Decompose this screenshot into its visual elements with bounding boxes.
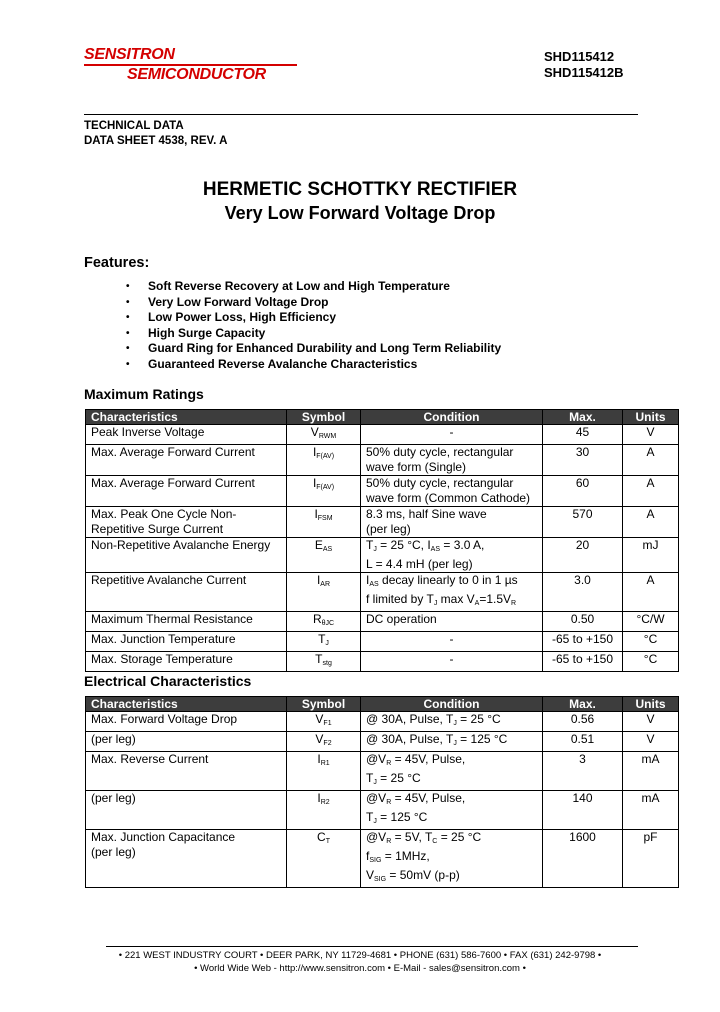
condition-cell xyxy=(361,712,543,732)
characteristic-text: Max. Junction Capacitance xyxy=(91,830,236,844)
feature-item xyxy=(126,341,501,357)
brand-name-line2: SEMICONDUCTOR xyxy=(127,66,266,83)
units-cell: A xyxy=(623,445,679,476)
condition-cell xyxy=(361,830,543,888)
condition-text: 50% duty cycle, rectangular xyxy=(366,445,514,459)
condition-text: $f_{SIG} = 1MHz$, xyxy=(366,849,430,864)
units-cell: A xyxy=(623,507,679,538)
condition-text: $V_{SIG} = 50mV$ (p-p) xyxy=(366,868,460,883)
units-cell: °C xyxy=(623,632,679,652)
characteristic-cell xyxy=(86,791,287,830)
condition-cell xyxy=(361,476,543,507)
footer-web: • World Wide Web - http://www.sensitron.com • E-Mail - sales@sensitron.com • xyxy=(194,963,526,974)
characteristic-text: Max. Forward Voltage Drop xyxy=(91,712,238,726)
condition-text: wave form (Common Cathode) xyxy=(366,491,531,505)
symbol-cell: $I_{R1}$ xyxy=(287,752,361,791)
units-cell: mA xyxy=(623,791,679,830)
table-row xyxy=(86,507,679,538)
features-list xyxy=(126,279,501,373)
symbol-cell: $I_{F(AV)}$ xyxy=(287,476,361,507)
condition-text: $T_J = 25$ °C xyxy=(366,771,421,786)
symbol-cell: $I_{FSM}$ xyxy=(287,507,361,538)
units-cell: °C/W xyxy=(623,612,679,632)
characteristic-cell xyxy=(86,476,287,507)
condition-text: $T_J = 125$ °C xyxy=(366,810,428,825)
condition-cell xyxy=(361,652,543,672)
symbol-cell: $T_{stg}$ xyxy=(287,652,361,672)
units-cell: A xyxy=(623,476,679,507)
symbol-cell: $V_{F2}$ xyxy=(287,732,361,752)
symbol-cell: $E_{AS}$ xyxy=(287,538,361,573)
column-header: Units xyxy=(623,410,679,425)
units-cell: V xyxy=(623,712,679,732)
table-row xyxy=(86,732,679,752)
units-cell: °C xyxy=(623,652,679,672)
condition-cell xyxy=(361,573,543,612)
characteristic-cell xyxy=(86,538,287,573)
column-header: Units xyxy=(623,697,679,712)
symbol-cell: $I_{F(AV)}$ xyxy=(287,445,361,476)
feature-text: Soft Reverse Recovery at Low and High Temperature xyxy=(148,279,450,293)
max-value-cell: 30 xyxy=(543,445,623,476)
characteristic-cell xyxy=(86,712,287,732)
condition-text: L = 4.4 mH (per leg) xyxy=(366,557,473,571)
characteristic-text: Max. Average Forward Current xyxy=(91,445,255,459)
feature-text: Very Low Forward Voltage Drop xyxy=(148,294,329,309)
column-header: Characteristics xyxy=(86,697,287,712)
characteristic-text: (per leg) xyxy=(91,732,136,746)
feature-item xyxy=(126,295,501,311)
characteristic-cell xyxy=(86,830,287,888)
symbol-cell: $I_{AR}$ xyxy=(287,573,361,612)
characteristic-cell xyxy=(86,632,287,652)
max-value-cell: 3 xyxy=(543,752,623,791)
characteristic-text: Max. Average Forward Current xyxy=(91,476,255,490)
feature-text: High Surge Capacity xyxy=(148,325,266,340)
symbol-cell: $V_{F1}$ xyxy=(287,712,361,732)
max-ratings-heading: Maximum Ratings xyxy=(84,386,204,402)
condition-text: $@V_R = 45V$, Pulse, xyxy=(366,752,466,767)
max-value-cell: 0.50 xyxy=(543,612,623,632)
condition-text: $I_{AS}$ decay linearly to 0 in 1 µs xyxy=(366,573,518,588)
max-value-cell: 1600 xyxy=(543,830,623,888)
part-number-2: SHD115412B xyxy=(544,65,624,80)
characteristic-cell xyxy=(86,425,287,445)
condition-cell xyxy=(361,445,543,476)
document-subtitle: Very Low Forward Voltage Drop xyxy=(224,203,496,223)
technical-data-label: TECHNICAL DATA xyxy=(84,120,184,132)
characteristic-cell xyxy=(86,507,287,538)
electrical-table xyxy=(85,696,679,888)
characteristic-text: Max. Reverse Current xyxy=(91,752,209,766)
table-row xyxy=(86,445,679,476)
features-heading: Features: xyxy=(84,255,150,271)
symbol-cell: $T_J$ xyxy=(287,632,361,652)
characteristic-text: Max. Storage Temperature xyxy=(91,652,233,666)
characteristic-cell xyxy=(86,652,287,672)
column-header: Max. xyxy=(543,697,623,712)
condition-cell xyxy=(361,791,543,830)
feature-text: Low Power Loss, High Efficiency xyxy=(148,310,337,325)
column-header: Condition xyxy=(361,697,543,712)
table-row xyxy=(86,752,679,791)
characteristic-cell xyxy=(86,445,287,476)
max-value-cell: 45 xyxy=(543,425,623,445)
column-header: Characteristics xyxy=(86,410,287,425)
condition-text: $T_J = 25$ °C, $I_{AS} = 3.0$ A, xyxy=(366,538,485,553)
characteristic-text: (per leg) xyxy=(91,791,136,805)
characteristic-text: Repetitive Surge Current xyxy=(91,522,224,536)
characteristic-text: Peak Inverse Voltage xyxy=(91,425,205,439)
symbol-cell: $I_{R2}$ xyxy=(287,791,361,830)
table-row xyxy=(86,830,679,888)
header-divider xyxy=(84,114,638,115)
units-cell: mJ xyxy=(623,538,679,573)
condition-text: 8.3 ms, half Sine wave xyxy=(366,507,487,521)
max-value-cell: 570 xyxy=(543,507,623,538)
units-cell: A xyxy=(623,573,679,612)
condition-text: (per leg) xyxy=(366,522,411,536)
table-row xyxy=(86,612,679,632)
characteristic-text: (per leg) xyxy=(91,845,136,859)
max-value-cell: -65 to +150 xyxy=(543,652,623,672)
table-row xyxy=(86,425,679,445)
max-value-cell: -65 to +150 xyxy=(543,632,623,652)
electrical-heading: Electrical Characteristics xyxy=(84,673,252,689)
footer-divider xyxy=(106,946,638,947)
feature-text: Guard Ring for Enhanced Durability and Long Term Reliability xyxy=(148,341,502,356)
footer-address: • 221 WEST INDUSTRY COURT • DEER PARK, NY 11729-4681 • PHONE (631) 586-7600 • FAX (631) 242-9798 • xyxy=(118,950,602,961)
table-row xyxy=(86,791,679,830)
max-ratings-table xyxy=(85,409,679,672)
max-value-cell: 140 xyxy=(543,791,623,830)
condition-cell xyxy=(361,752,543,791)
condition-text: $@V_R = 5V$, $T_C = 25$ °C xyxy=(366,830,482,845)
document-title: HERMETIC SCHOTTKY RECTIFIER xyxy=(202,179,518,200)
condition-cell xyxy=(361,425,543,445)
condition-text: $@V_R = 45V$, Pulse, xyxy=(366,791,466,806)
bullet-icon: • xyxy=(126,312,130,324)
bullet-icon: • xyxy=(126,327,130,339)
condition-text: - xyxy=(449,425,454,439)
max-value-cell: 20 xyxy=(543,538,623,573)
units-cell: mA xyxy=(623,752,679,791)
units-cell: V xyxy=(623,732,679,752)
condition-text: 50% duty cycle, rectangular xyxy=(366,476,514,490)
condition-cell xyxy=(361,538,543,573)
condition-cell xyxy=(361,612,543,632)
characteristic-cell xyxy=(86,752,287,791)
characteristic-text: Max. Peak One Cycle Non- xyxy=(91,507,237,521)
max-value-cell: 60 xyxy=(543,476,623,507)
condition-text: f limited by $T_J$ $\max V_A=1.5V_R$ xyxy=(366,592,517,607)
units-cell: pF xyxy=(623,830,679,888)
column-header: Symbol xyxy=(287,410,361,425)
column-header: Max. xyxy=(543,410,623,425)
table-row xyxy=(86,538,679,573)
condition-cell xyxy=(361,507,543,538)
condition-cell xyxy=(361,732,543,752)
feature-item xyxy=(126,279,501,295)
feature-text: Guaranteed Reverse Avalanche Characteristics xyxy=(148,356,418,371)
condition-text: - xyxy=(449,632,454,646)
characteristic-cell xyxy=(86,573,287,612)
characteristic-cell xyxy=(86,612,287,632)
condition-text: wave form (Single) xyxy=(366,460,467,474)
table-row xyxy=(86,573,679,612)
condition-text: - xyxy=(449,652,454,666)
table-row xyxy=(86,632,679,652)
feature-item xyxy=(126,326,501,342)
max-value-cell: 0.56 xyxy=(543,712,623,732)
data-sheet-label: DATA SHEET 4538, REV. A xyxy=(84,135,228,147)
symbol-cell: $R_{\theta JC}$ xyxy=(287,612,361,632)
max-value-cell: 0.51 xyxy=(543,732,623,752)
symbol-cell: $C_T$ xyxy=(287,830,361,888)
bullet-icon: • xyxy=(126,281,130,292)
table-row xyxy=(86,652,679,672)
symbol-cell: $V_{RWM}$ xyxy=(287,425,361,445)
table-row xyxy=(86,476,679,507)
condition-cell xyxy=(361,632,543,652)
condition-text: @ 30A, Pulse, $T_J = 125$ °C xyxy=(366,732,508,747)
feature-item xyxy=(126,357,501,373)
part-number-1: SHD115412 xyxy=(544,49,615,64)
column-header: Symbol xyxy=(287,697,361,712)
condition-text: @ 30A, Pulse, $T_J = 25$ °C xyxy=(366,712,501,727)
bullet-icon: • xyxy=(126,296,130,308)
column-header: Condition xyxy=(361,410,543,425)
units-cell: V xyxy=(623,425,679,445)
characteristic-text: Maximum Thermal Resistance xyxy=(91,612,253,626)
condition-text: DC operation xyxy=(366,612,437,626)
max-value-cell: 3.0 xyxy=(543,573,623,612)
bullet-icon: • xyxy=(126,358,130,370)
characteristic-cell xyxy=(86,732,287,752)
characteristic-text: Repetitive Avalanche Current xyxy=(91,573,247,587)
characteristic-text: Max. Junction Temperature xyxy=(91,632,236,646)
table-row xyxy=(86,712,679,732)
feature-item xyxy=(126,310,501,326)
characteristic-text: Non-Repetitive Avalanche Energy xyxy=(91,538,271,552)
bullet-icon: • xyxy=(126,343,130,355)
brand-name-line1: SENSITRON xyxy=(84,46,175,63)
